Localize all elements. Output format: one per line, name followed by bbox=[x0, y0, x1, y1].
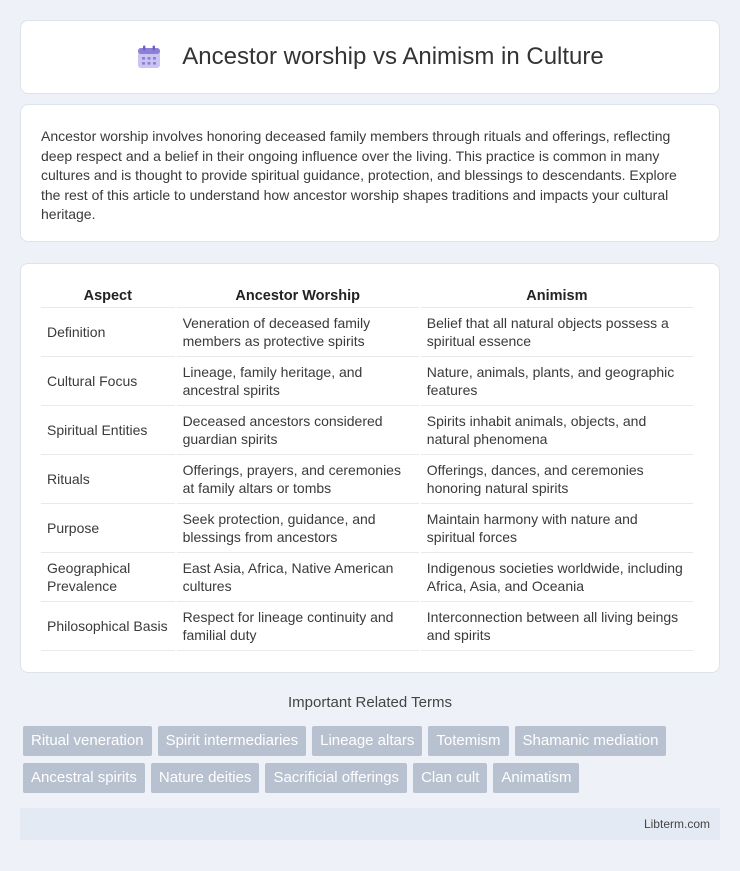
related-terms-title: Important Related Terms bbox=[288, 694, 452, 711]
table-cell: Veneration of deceased family members as protective spirits bbox=[177, 308, 419, 357]
table-cell: Deceased ancestors considered guardian spirits bbox=[177, 406, 419, 455]
table-cell: Spiritual Entities bbox=[41, 406, 175, 455]
table-header-row bbox=[41, 286, 693, 308]
table-cell: Offerings, prayers, and ceremonies at family altars or tombs bbox=[177, 455, 419, 504]
table-row bbox=[41, 308, 693, 357]
table-cell: Rituals bbox=[41, 455, 175, 504]
table-row bbox=[41, 455, 693, 504]
intro-text: Ancestor worship involves honoring deceased family members through rituals and offerings, reflecting deep respect and a belief in their ongoing influence over the living. This practice is common in many cultures and is thought to provide spiritual guidance, protection, and blessings to descendants. Explore the rest of this article to understand how ancestor worship shapes traditions and impacts your cultural heritage. bbox=[41, 128, 677, 222]
intro-card bbox=[20, 104, 720, 242]
header-ancestor-worship: Ancestor Worship bbox=[177, 286, 419, 308]
table-cell: Spirits inhabit animals, objects, and natural phenomena bbox=[421, 406, 693, 455]
page-title: Ancestor worship vs Animism in Culture bbox=[182, 43, 604, 70]
table-row bbox=[41, 602, 693, 651]
table-row bbox=[41, 504, 693, 553]
table-row bbox=[41, 553, 693, 602]
table-cell: Cultural Focus bbox=[41, 357, 175, 406]
header-card bbox=[20, 20, 720, 94]
table-cell: Geographical Prevalence bbox=[41, 553, 175, 602]
table-cell: Indigenous societies worldwide, including Africa, Asia, and Oceania bbox=[421, 553, 693, 602]
table-row bbox=[41, 357, 693, 406]
tag-shamanic-mediation[interactable]: Shamanic mediation bbox=[515, 726, 667, 756]
tag-totemism[interactable]: Totemism bbox=[428, 726, 508, 756]
table-cell: East Asia, Africa, Native American cultures bbox=[177, 553, 419, 602]
tag-ritual-veneration[interactable]: Ritual veneration bbox=[23, 726, 152, 756]
table-cell: Offerings, dances, and ceremonies honoring natural spirits bbox=[421, 455, 693, 504]
tag-spirit-intermediaries[interactable]: Spirit intermediaries bbox=[158, 726, 307, 756]
table-cell: Nature, animals, plants, and geographic features bbox=[421, 357, 693, 406]
tag-nature-deities[interactable]: Nature deities bbox=[151, 763, 260, 793]
comparison-table bbox=[39, 286, 695, 651]
table-cell: Seek protection, guidance, and blessings from ancestors bbox=[177, 504, 419, 553]
table-cell: Maintain harmony with nature and spiritual forces bbox=[421, 504, 693, 553]
tag-ancestral-spirits[interactable]: Ancestral spirits bbox=[23, 763, 145, 793]
table-cell: Definition bbox=[41, 308, 175, 357]
table-cell: Philosophical Basis bbox=[41, 602, 175, 651]
table-cell: Respect for lineage continuity and familial duty bbox=[177, 602, 419, 651]
tag-clan-cult[interactable]: Clan cult bbox=[413, 763, 487, 793]
table-row bbox=[41, 406, 693, 455]
tag-row bbox=[23, 763, 723, 793]
tag-lineage-altars[interactable]: Lineage altars bbox=[312, 726, 422, 756]
table-cell: Purpose bbox=[41, 504, 175, 553]
table-cell: Interconnection between all living beings and spirits bbox=[421, 602, 693, 651]
table-cell: Lineage, family heritage, and ancestral spirits bbox=[177, 357, 419, 406]
footer-site-link[interactable]: Libterm.com bbox=[643, 817, 710, 831]
footer bbox=[20, 808, 720, 840]
calendar-icon bbox=[136, 44, 162, 70]
tag-animatism[interactable]: Animatism bbox=[493, 763, 579, 793]
header-aspect: Aspect bbox=[41, 286, 175, 308]
related-terms-list bbox=[23, 726, 723, 800]
header-animism: Animism bbox=[421, 286, 693, 308]
tag-sacrificial-offerings[interactable]: Sacrificial offerings bbox=[265, 763, 407, 793]
table-cell: Belief that all natural objects possess a spiritual essence bbox=[421, 308, 693, 357]
comparison-table-card bbox=[20, 263, 720, 673]
tag-row bbox=[23, 726, 723, 756]
